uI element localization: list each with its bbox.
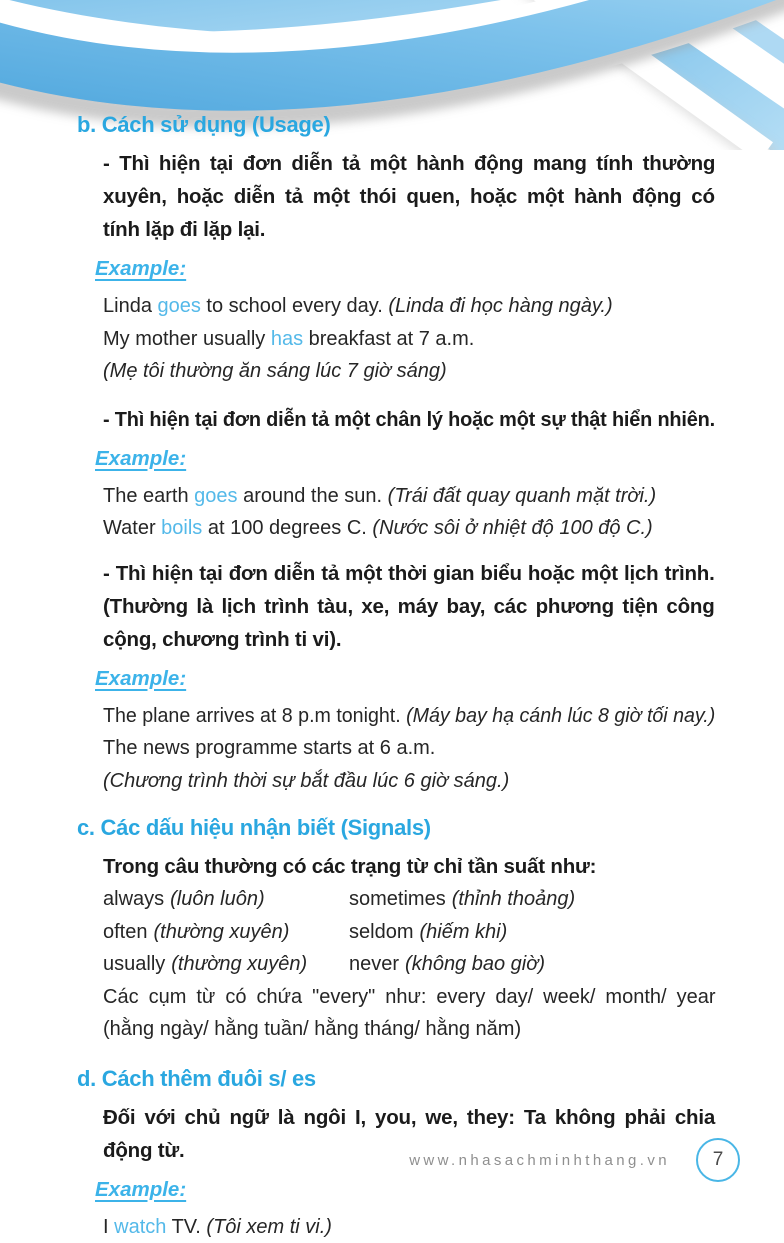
list-item	[103, 916, 349, 949]
adverb: never	[349, 953, 399, 975]
verb-highlight: boils	[161, 517, 202, 539]
page-footer	[0, 1138, 740, 1182]
sentence-text: at 100 degrees C.	[202, 517, 372, 539]
publisher-url: www.nhasachminhthang.vn	[409, 1152, 670, 1169]
page-number: 7	[713, 1149, 724, 1171]
sentence-text: The news programme starts at 6 a.m.	[103, 737, 435, 759]
adverb: often	[103, 921, 147, 943]
sentence-text: Water	[103, 517, 161, 539]
every-phrases-line: Các cụm từ có chứa "every" như: every day/ week/ month/ year	[103, 981, 715, 1014]
example-sentence	[103, 323, 715, 356]
paragraph-line: Đối với chủ ngữ là ngôi I, you, we, they: Ta không phải chia	[103, 1101, 715, 1134]
paragraph-line: Trong câu thường có các trạng từ chỉ tần suất như:	[103, 850, 596, 883]
section-d-heading: d. Cách thêm đuôi s/ es	[77, 1066, 715, 1092]
vietnamese-translation: (thường xuyên)	[153, 921, 289, 943]
paragraph-line: - Thì hiện tại đơn diễn tả một hành động mang tính thường	[103, 147, 715, 180]
paragraph-line: tính lặp đi lặp lại.	[103, 213, 265, 246]
sentence-text: around the sun.	[238, 485, 388, 507]
list-item	[349, 883, 715, 916]
example-sentence	[103, 290, 715, 323]
signals-intro	[103, 850, 715, 883]
list-item	[349, 948, 715, 981]
adverb: seldom	[349, 921, 413, 943]
usage-paragraph-3	[103, 557, 715, 656]
list-item	[349, 916, 715, 949]
vietnamese-translation: (Mẹ tôi thường ăn sáng lúc 7 giờ sáng)	[103, 360, 447, 382]
vietnamese-translation: (thường xuyên)	[171, 953, 307, 975]
sentence-text: My mother usually	[103, 328, 271, 350]
verb-highlight: goes	[158, 295, 201, 317]
sentence-text: The earth	[103, 485, 194, 507]
example-sentence	[103, 512, 715, 545]
paragraph-line: xuyên, hoặc diễn tả một thói quen, hoặc một hành động có	[103, 180, 715, 213]
adverb: sometimes	[349, 888, 446, 910]
paragraph-line: - Thì hiện tại đơn diễn tả một thời gian biểu hoặc một lịch trình.	[103, 557, 715, 590]
example-sentence	[103, 700, 715, 733]
paragraph-line: (Thường là lịch trình tàu, xe, máy bay, các phương tiện công	[103, 590, 715, 623]
vietnamese-translation: (Chương trình thời sự bắt đầu lúc 6 giờ sáng.)	[103, 770, 509, 792]
frequency-adverbs-list	[103, 883, 715, 981]
vietnamese-translation: (hiếm khi)	[419, 921, 507, 943]
example-label: Example:	[95, 257, 186, 281]
sentence-text: to school every day.	[201, 295, 389, 317]
sentence-text: I	[103, 1216, 114, 1238]
verb-highlight: watch	[114, 1216, 166, 1238]
example-sentence	[103, 1211, 715, 1243]
sentence-text: The plane arrives at 8 p.m tonight.	[103, 705, 406, 727]
paragraph-line: cộng, chương trình ti vi).	[103, 623, 341, 656]
vietnamese-translation: (Máy bay hạ cánh lúc 8 giờ tối nay.)	[406, 705, 715, 727]
adverb: always	[103, 888, 164, 910]
page-content	[103, 112, 715, 1243]
usage-paragraph-2	[103, 403, 715, 436]
example-label-block	[103, 447, 715, 471]
vietnamese-translation: (luôn luôn)	[170, 888, 265, 910]
vietnamese-translation: (không bao giờ)	[405, 953, 545, 975]
vietnamese-translation: (Tôi xem ti vi.)	[206, 1216, 332, 1238]
paragraph-line: động từ.	[103, 1134, 185, 1167]
example-sentence	[103, 480, 715, 513]
example-sentence	[103, 732, 715, 765]
sentence-text: breakfast at 7 a.m.	[303, 328, 474, 350]
every-phrases-translation: (hằng ngày/ hằng tuần/ hằng tháng/ hằng năm)	[103, 1013, 715, 1046]
usage-paragraph-1	[103, 147, 715, 246]
list-item	[103, 883, 349, 916]
page-number-badge	[696, 1138, 740, 1182]
sentence-text: Linda	[103, 295, 158, 317]
example-label-block	[103, 257, 715, 281]
vietnamese-translation: (Linda đi học hàng ngày.)	[388, 295, 612, 317]
example-label: Example:	[95, 667, 186, 691]
verb-highlight: goes	[194, 485, 237, 507]
example-sentence	[103, 765, 715, 798]
sentence-text: TV.	[166, 1216, 206, 1238]
vietnamese-translation: (thỉnh thoảng)	[452, 888, 575, 910]
example-label: Example:	[95, 1178, 186, 1202]
section-b-heading: b. Cách sử dụng (Usage)	[77, 112, 715, 138]
example-label: Example:	[95, 447, 186, 471]
section-c-heading: c. Các dấu hiệu nhận biết (Signals)	[77, 815, 715, 841]
vietnamese-translation: (Trái đất quay quanh mặt trời.)	[388, 485, 657, 507]
example-label-block	[103, 667, 715, 691]
verb-highlight: has	[271, 328, 303, 350]
vietnamese-translation: (Nước sôi ở nhiệt độ 100 độ C.)	[372, 517, 652, 539]
example-sentence	[103, 355, 715, 388]
paragraph-line: - Thì hiện tại đơn diễn tả một chân lý hoặc một sự thật hiển nhiên.	[103, 403, 715, 436]
list-item	[103, 948, 349, 981]
adverb: usually	[103, 953, 165, 975]
